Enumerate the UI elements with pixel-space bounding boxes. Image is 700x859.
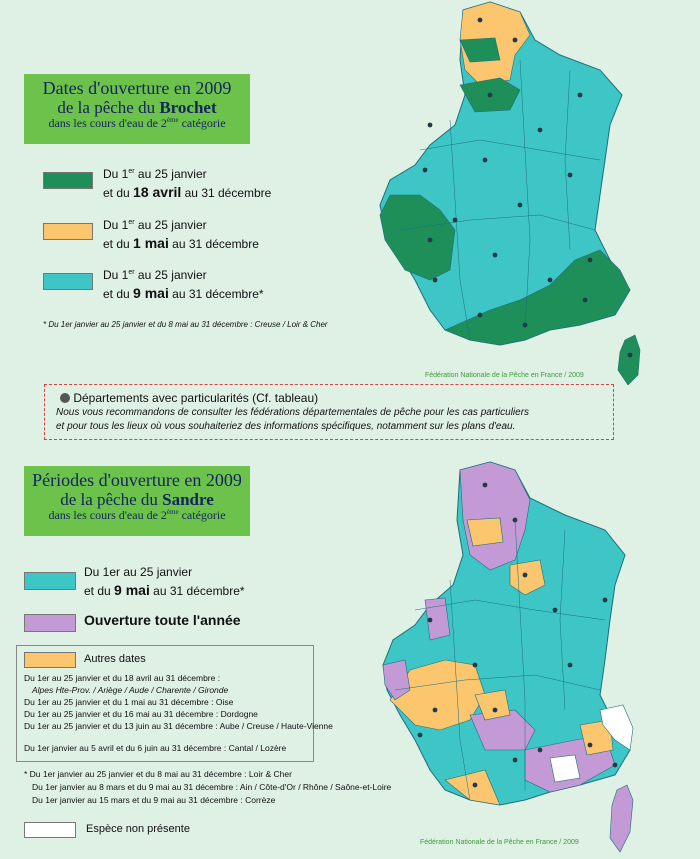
brochet-title-line1: Dates d'ouverture en 2009 [42,78,232,98]
brochet-title-line3: dans les cours d'eau de 2ème catégorie [48,116,226,131]
sandre-footnote-3: Du 1er janvier au 15 mars et du 9 mai au 31 décembre : Corrèze [32,795,276,805]
brochet-footnote: * Du 1er janvier au 25 janvier et du 8 mai au 31 décembre : Creuse / Loir & Cher [43,320,328,329]
brochet-legend-item-1: Du 1er au 25 janvier et du 18 avril au 31 décembre [103,167,272,200]
sandre-other-date-6: Du 1er janvier au 5 avril et du 6 juin au 31 décembre : Cantal / Lozère [24,743,287,753]
sandre-title-line2: de la pêche du Sandre [60,490,214,510]
sandre-other-date-3: Du 1er au 25 janvier et du 1 mai au 31 décembre : Oise [24,697,234,707]
brochet-title-line2: de la pêche du Brochet [57,98,217,118]
particularites-label-row [60,390,318,405]
sandre-title-box [24,466,250,536]
sandre-other-date-2: Alpes Hte-Prov. / Ariège / Aude / Charente / Gironde [32,685,229,695]
sandre-title-line3: dans les cours d'eau de 2ème catégorie [48,508,226,523]
sandre-legend-orange: Autres dates [84,653,146,665]
sandre-footnote-2: Du 1er janvier au 8 mars et du 9 mai au 31 décembre : Ain / Côte-d'Or / Rhône / Saône-et-Loire [32,782,392,792]
sandre-other-date-1: Du 1er au 25 janvier et du 18 avril au 31 décembre : [24,673,221,683]
brochet-legend-swatch-orange [43,223,93,240]
sandre-other-date-4: Du 1er au 25 janvier et du 16 mai au 31 décembre : Dordogne [24,709,258,719]
brochet-title-box [24,74,250,144]
brochet-legend-swatch-cyan [43,273,93,290]
brochet-legend-item-3: Du 1er au 25 janvier et du 9 mai au 31 décembre* [103,268,264,301]
sandre-legend-purple: Ouverture toute l'année [84,612,241,628]
brochet-map [360,0,660,385]
sandre-legend-cyan: Du 1er au 25 janvier et du 9 mai au 31 décembre* [84,565,245,598]
sandre-title-line1: Périodes d'ouverture en 2009 [32,470,242,490]
sandre-map-corsica [610,785,633,852]
brochet-legend-swatch-dark-green [43,172,93,189]
sandre-map-white-southeast [550,755,580,782]
brochet-credit: Fédération Nationale de la Pêche en France / 2009 [425,372,584,379]
sandre-credit: Fédération Nationale de la Pêche en France / 2009 [420,839,579,846]
sandre-map-orange-north [467,518,503,546]
particularites-line1: Nous vous recommandons de consulter les fédérations départementales de pêche pour les cas particuliers [56,407,530,418]
particularites-line2: et pour tous les lieux où vous souhaiteriez des informations spécifiques, notamment sur les plans d'eau. [56,421,516,432]
sandre-other-date-5: Du 1er au 25 janvier et du 13 juin au 31 décembre : Aube / Creuse / Haute-Vienne [24,721,333,731]
sandre-map [375,460,645,855]
sandre-footnote-1: * Du 1er janvier au 25 janvier et du 8 mai au 31 décembre : Loir & Cher [24,769,292,779]
brochet-legend-item-2: Du 1er au 25 janvier et du 1 mai au 31 décembre [103,218,259,251]
sandre-legend-swatch-white [24,822,76,838]
particularites-label: Départements avec particularités (Cf. tableau) [73,390,319,405]
sandre-legend-swatch-purple [24,614,76,632]
particularites-dot-icon [60,393,70,403]
sandre-legend-swatch-orange [24,652,76,668]
sandre-legend-swatch-cyan [24,572,76,590]
sandre-legend-white: Espèce non présente [86,823,190,835]
brochet-map-corsica [618,335,640,385]
